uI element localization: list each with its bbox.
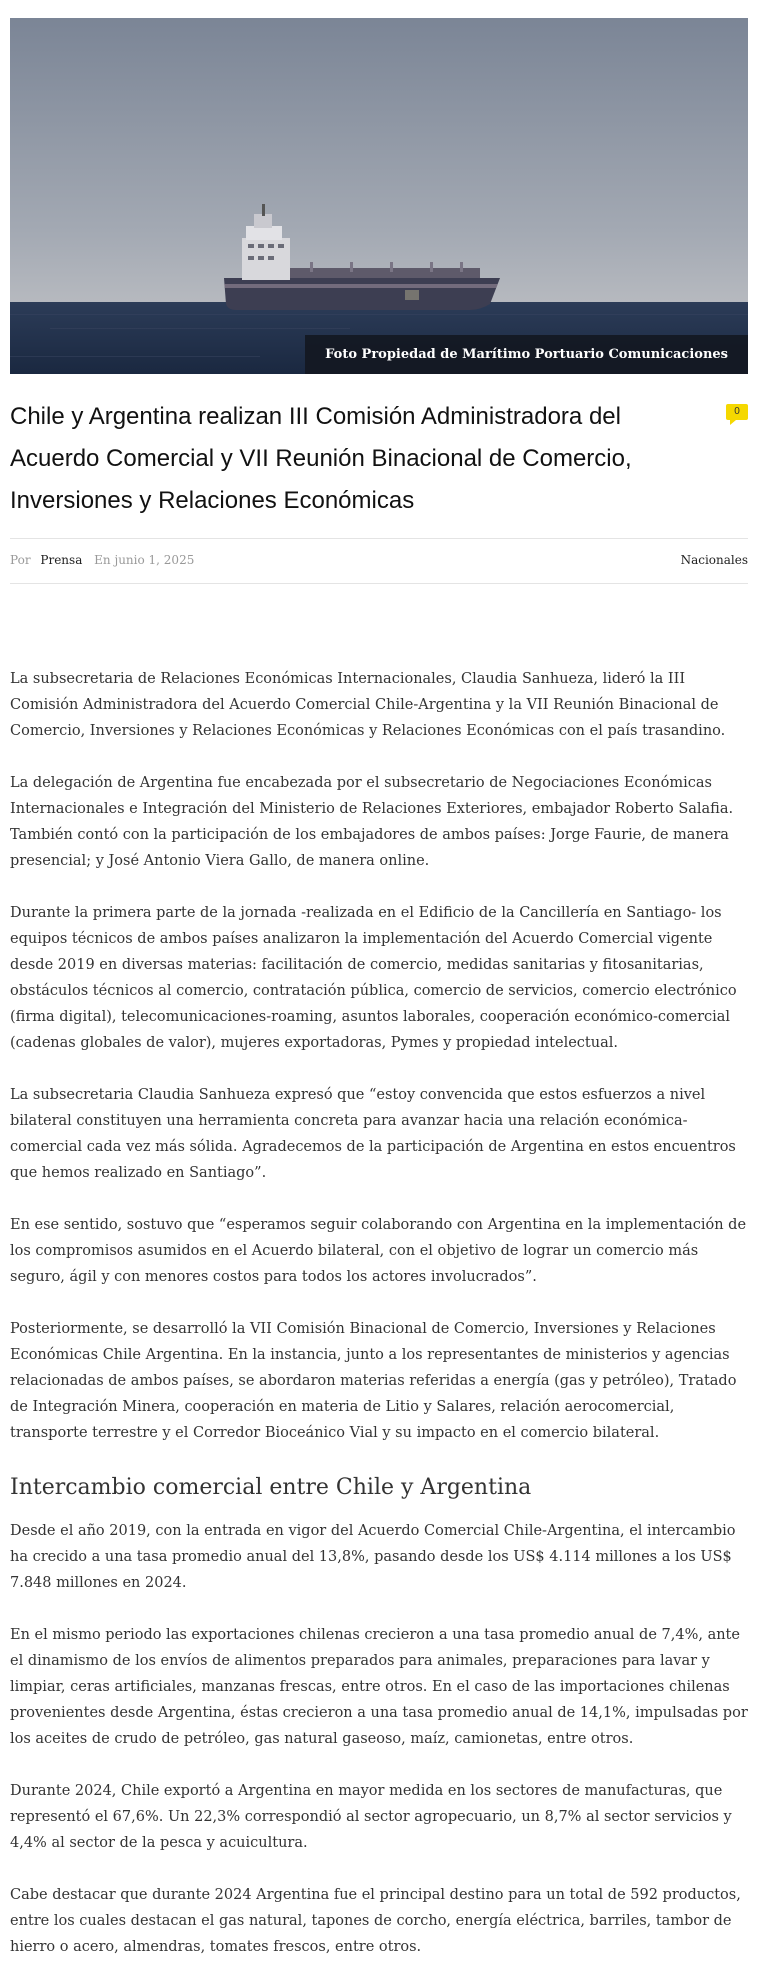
paragraph: La subsecretaria Claudia Sanhueza expresó que “estoy convencida que estos esfuerzos a nivel bilateral constituyen una herramienta concreta para avanzar hacia una relación económica-comercial cada vez más sólida. Agradecemos de la participación de Argentina en estos encuentros que hemos realizado en Santiago”.	[10, 1087, 736, 1181]
paragraph: Desde el año 2019, con la entrada en vigor del Acuerdo Comercial Chile-Argentina, el intercambio ha crecido a una tasa promedio anual del 13,8%, pasando desde los US$ 4.114 millones a los US$ 7.848 millones en 2024.	[10, 1523, 736, 1591]
article-header	[10, 396, 710, 522]
byline-prefix: Por	[10, 553, 31, 567]
paragraph: En ese sentido, sostuvo que “esperamos seguir colaborando con Argentina en la implementación de los compromisos asumidos en el Acuerdo bilateral, con el objetivo de lograr un comercio más seguro, ágil y con menores costos para todos los actores involucrados”.	[10, 1217, 747, 1285]
paragraph: Durante la primera parte de la jornada -realizada en el Edificio de la Cancillería en Santiago- los equipos técnicos de ambos países analizaron la implementación del Acuerdo Comercial vigente desde 2019 en diversas materias: facilitación de comercio, medidas sanitarias y fitosanitarias, obstáculos técnicos al comercio, contratación pública, comercio de servicios, comercio electrónico (firma digital), telecomunicaciones-roaming, asuntos laborales, cooperación económico-comercial (cadenas globales de valor), mujeres exportadoras, Pymes y propiedad intelectual.	[10, 905, 737, 1051]
section-heading: Intercambio comercial entre Chile y Argentina	[10, 1475, 532, 1500]
category-link[interactable]: Nacionales	[680, 553, 748, 567]
article-title: Chile y Argentina realizan III Comisión Administradora del Acuerdo Comercial y VII Reunión Binacional de Comercio, Inversiones y Relaciones Económicas	[10, 403, 632, 514]
paragraph: Cabe destacar que durante 2024 Argentina fue el principal destino para un total de 592 productos, entre los cuales destacan el gas natural, tapones de corcho, energía eléctrica, barriles, tambor de hierro o acero, almendras, tomates frescos, entre otros.	[10, 1887, 741, 1955]
publish-date: En junio 1, 2025	[94, 553, 195, 567]
paragraph: En el mismo periodo las exportaciones chilenas crecieron a una tasa promedio anual de 7,4%, ante el dinamismo de los envíos de alimentos preparados para animales, preparaciones para lavar y limpiar, ceras artificiales, manzanas frescas, entre otros. En el caso de las importaciones chilenas provenientes desde Argentina, éstas crecieron a una tasa promedio anual de 14,1%, impulsadas por los aceites de crudo de petróleo, gas natural gaseoso, maíz, camionetas, entre otros.	[10, 1627, 748, 1747]
paragraph: Posteriormente, se desarrolló la VII Comisión Binacional de Comercio, Inversiones y Relaciones Económicas Chile Argentina. En la instancia, junto a los representantes de ministerios y agencias relacionadas de ambos países, se abordaron materias referidas a energía (gas y petróleo), Tratado de Integración Minera, cooperación en materia de Litio y Salares, relación aerocomercial, transporte terrestre y el Corredor Bioceánico Vial y su impacto en el comercio bilateral.	[10, 1321, 737, 1441]
comment-count-badge[interactable]: 0	[726, 404, 748, 420]
article-body	[10, 666, 748, 1986]
author-link[interactable]: Prensa	[40, 553, 83, 567]
article-meta	[10, 538, 748, 584]
hero-image	[10, 18, 748, 374]
paragraph: Durante 2024, Chile exportó a Argentina en mayor medida en los sectores de manufacturas, que representó el 67,6%. Un 22,3% correspondió al sector agropecuario, un 8,7% al sector servicios y 4,4% al sector de la pesca y acuicultura.	[10, 1783, 732, 1851]
paragraph: La delegación de Argentina fue encabezada por el subsecretario de Negociaciones Económicas Internacionales e Integración del Ministerio de Relaciones Exteriores, embajador Roberto Salafia. También contó con la participación de los embajadores de ambos países: Jorge Faurie, de manera presencial; y José Antonio Viera Gallo, de manera online.	[10, 775, 734, 869]
paragraph: La subsecretaria de Relaciones Económicas Internacionales, Claudia Sanhueza, lideró la III Comisión Administradora del Acuerdo Comercial Chile-Argentina y la VII Reunión Binacional de Comercio, Inversiones y Relaciones Económicas y Relaciones Económicas con el país trasandino.	[10, 671, 726, 739]
tanker-ship-photo	[10, 18, 748, 374]
photo-caption: Foto Propiedad de Marítimo Portuario Comunicaciones	[305, 335, 748, 374]
